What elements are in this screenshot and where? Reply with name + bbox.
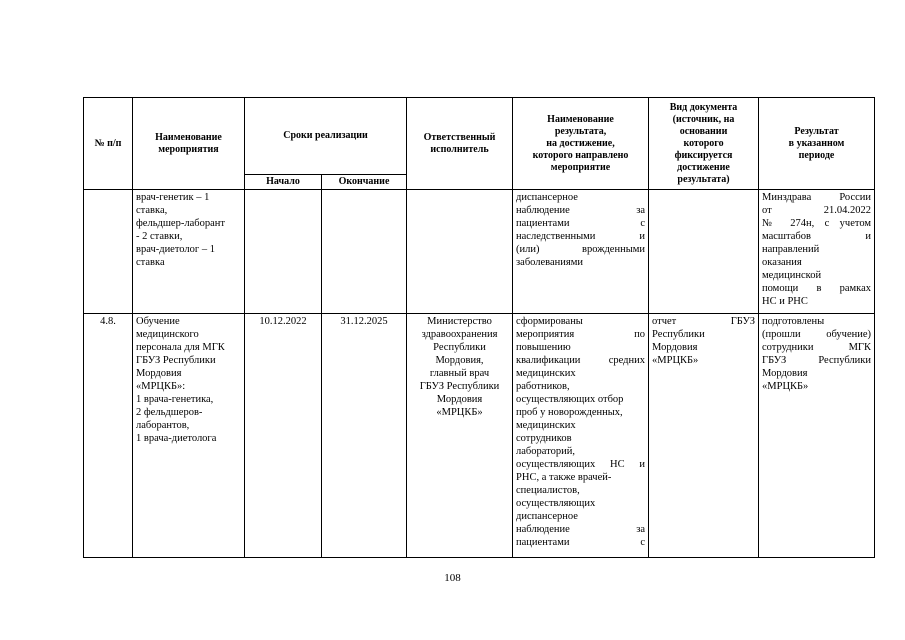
- cell-result-line: квалификации средних: [516, 355, 646, 366]
- cell-num: [84, 190, 133, 314]
- cell-result-line: работников,: [516, 381, 570, 392]
- header-doc-type-line: Вид документа: [669, 101, 738, 113]
- cell-result-period: [759, 190, 875, 314]
- header-doc-type-line: (источник, на: [672, 113, 735, 125]
- cell-period-line: подготовлены: [762, 316, 825, 327]
- cell-doc-line: Республики: [652, 329, 705, 340]
- cell-name-line: «МРЦКБ»:: [136, 381, 186, 392]
- cell-result-line: медицинских: [516, 420, 576, 431]
- cell-result-line: РНС, а также врачей-: [516, 472, 612, 483]
- header-executor: Ответственный исполнитель: [407, 98, 513, 190]
- cell-doc-line: отчет ГБУЗ: [652, 316, 756, 327]
- cell-executor-line: ГБУЗ Республики: [419, 381, 500, 392]
- header-doc-type-line: которого: [683, 137, 724, 149]
- cell-name-line: 1 врача-генетика,: [136, 394, 214, 405]
- cell-period-line: ГБУЗ Республики: [762, 355, 872, 366]
- cell-result-line: диспансерное: [516, 192, 578, 203]
- cell-doc-type: [649, 314, 759, 558]
- cell-name: [133, 190, 245, 314]
- header-doc-type-line: результата): [677, 173, 730, 185]
- cell-name-line: ГБУЗ Республики: [136, 355, 216, 366]
- cell-result-line: медицинских: [516, 368, 576, 379]
- cell-result-line: (или) врожденными: [516, 244, 646, 255]
- cell-result-line: заболеваниями: [516, 257, 583, 268]
- header-result-name-line: результата,: [554, 125, 607, 137]
- table-row: [84, 314, 875, 558]
- cell-result-line: проб у новорожденных,: [516, 407, 623, 418]
- header-result-name-line: Наименование: [547, 113, 614, 125]
- header-result-name-line: мероприятие: [550, 161, 611, 173]
- cell-doc-type: [649, 190, 759, 314]
- header-result-period-line: в указанном: [788, 137, 845, 149]
- cell-period-line: оказания: [762, 257, 802, 268]
- cell-executor-line: Мордовия: [436, 394, 483, 405]
- cell-period-line: сотрудники МГК: [762, 342, 872, 353]
- cell-executor-line: главный врач: [429, 368, 490, 379]
- cell-result-line: осуществляющих отбор: [516, 394, 624, 405]
- header-result-period: [759, 98, 875, 190]
- cell-executor-line: здравоохранения: [421, 329, 498, 340]
- header-doc-type: [649, 98, 759, 190]
- header-start: Начало: [245, 175, 322, 190]
- cell-period-line: (прошли обучение): [762, 329, 872, 340]
- measures-table: [83, 97, 875, 558]
- cell-executor-line: Мордовия,: [435, 355, 484, 366]
- cell-name-line: лаборантов,: [136, 420, 190, 431]
- cell-result-line: лабораторий,: [516, 446, 575, 457]
- header-doc-type-line: основании: [679, 125, 728, 137]
- cell-start: 10.12.2022: [245, 314, 322, 558]
- cell-period-line: № 274н, с учетом: [762, 218, 872, 229]
- cell-result-line: осуществляющих НС и: [516, 459, 646, 470]
- cell-result-line: пациентами с: [516, 218, 646, 229]
- cell-doc-line: «МРЦКБ»: [652, 355, 699, 366]
- table-row: [84, 190, 875, 314]
- cell-num: 4.8.: [84, 314, 133, 558]
- cell-name-line: Обучение: [136, 316, 180, 327]
- cell-period-line: масштабов и: [762, 231, 872, 242]
- header-result-name-line: которого направлено: [532, 149, 629, 161]
- header-name: Наименование мероприятия: [133, 98, 245, 190]
- cell-result-line: наблюдение за: [516, 205, 646, 216]
- cell-result-line: наследственными и: [516, 231, 646, 242]
- cell-executor: [407, 314, 513, 558]
- cell-name-line: персонала для МГК: [136, 342, 225, 353]
- cell-name-line: 1 врача-диетолога: [136, 433, 217, 444]
- cell-end: [322, 190, 407, 314]
- cell-executor-line: Республики: [433, 342, 486, 353]
- cell-name-line: врач-генетик – 1: [136, 192, 210, 203]
- cell-period-line: НС и РНС: [762, 296, 808, 307]
- cell-name-line: Мордовия: [136, 368, 182, 379]
- cell-executor-line: «МРЦКБ»: [436, 407, 483, 418]
- cell-period-line: Минздрава России: [762, 192, 872, 203]
- cell-start: [245, 190, 322, 314]
- cell-result-line: осуществляющих: [516, 498, 596, 509]
- header-num: № п/п: [84, 98, 133, 190]
- cell-name: [133, 314, 245, 558]
- header-result-period-line: Результат: [794, 125, 839, 137]
- cell-result-line: пациентами с: [516, 537, 646, 548]
- cell-result-period: [759, 314, 875, 558]
- cell-result-line: сотрудников: [516, 433, 572, 444]
- cell-result-line: диспансерное: [516, 511, 578, 522]
- cell-period-line: Мордовия: [762, 368, 808, 379]
- cell-period-line: «МРЦКБ»: [762, 381, 809, 392]
- cell-result-line: специалистов,: [516, 485, 580, 496]
- header-result-period-line: периоде: [798, 149, 835, 161]
- cell-result-line: наблюдение за: [516, 524, 646, 535]
- cell-name-line: ставка,: [136, 205, 168, 216]
- cell-end: 31.12.2025: [322, 314, 407, 558]
- cell-name-line: ставка: [136, 257, 165, 268]
- page-number: 108: [444, 572, 461, 584]
- header-doc-type-line: фиксируется: [674, 149, 733, 161]
- header-result-name: [513, 98, 649, 190]
- cell-name-line: медицинского: [136, 329, 199, 340]
- cell-name-line: - 2 ставки,: [136, 231, 183, 242]
- cell-result-line: сформированы: [516, 316, 583, 327]
- cell-period-line: медицинской: [762, 270, 822, 281]
- cell-result-line: повышению: [516, 342, 571, 353]
- cell-period-line: от 21.04.2022: [762, 205, 872, 216]
- cell-result-line: мероприятия по: [516, 329, 646, 340]
- cell-name-line: врач-диетолог – 1: [136, 244, 215, 255]
- cell-executor-line: Министерство: [427, 316, 492, 327]
- header-doc-type-line: достижение: [677, 161, 730, 173]
- cell-executor: [407, 190, 513, 314]
- header-end: Окончание: [322, 175, 407, 190]
- header-terms: Сроки реализации: [245, 98, 407, 175]
- cell-result-name: [513, 190, 649, 314]
- cell-doc-line: Мордовия: [652, 342, 698, 353]
- cell-result-name: [513, 314, 649, 558]
- cell-period-line: направлений: [762, 244, 820, 255]
- header-result-name-line: на достижение,: [546, 137, 615, 149]
- cell-period-line: помощи в рамках: [762, 283, 872, 294]
- cell-name-line: фельдшер-лаборант: [136, 218, 225, 229]
- cell-name-line: 2 фельдшеров-: [136, 407, 203, 418]
